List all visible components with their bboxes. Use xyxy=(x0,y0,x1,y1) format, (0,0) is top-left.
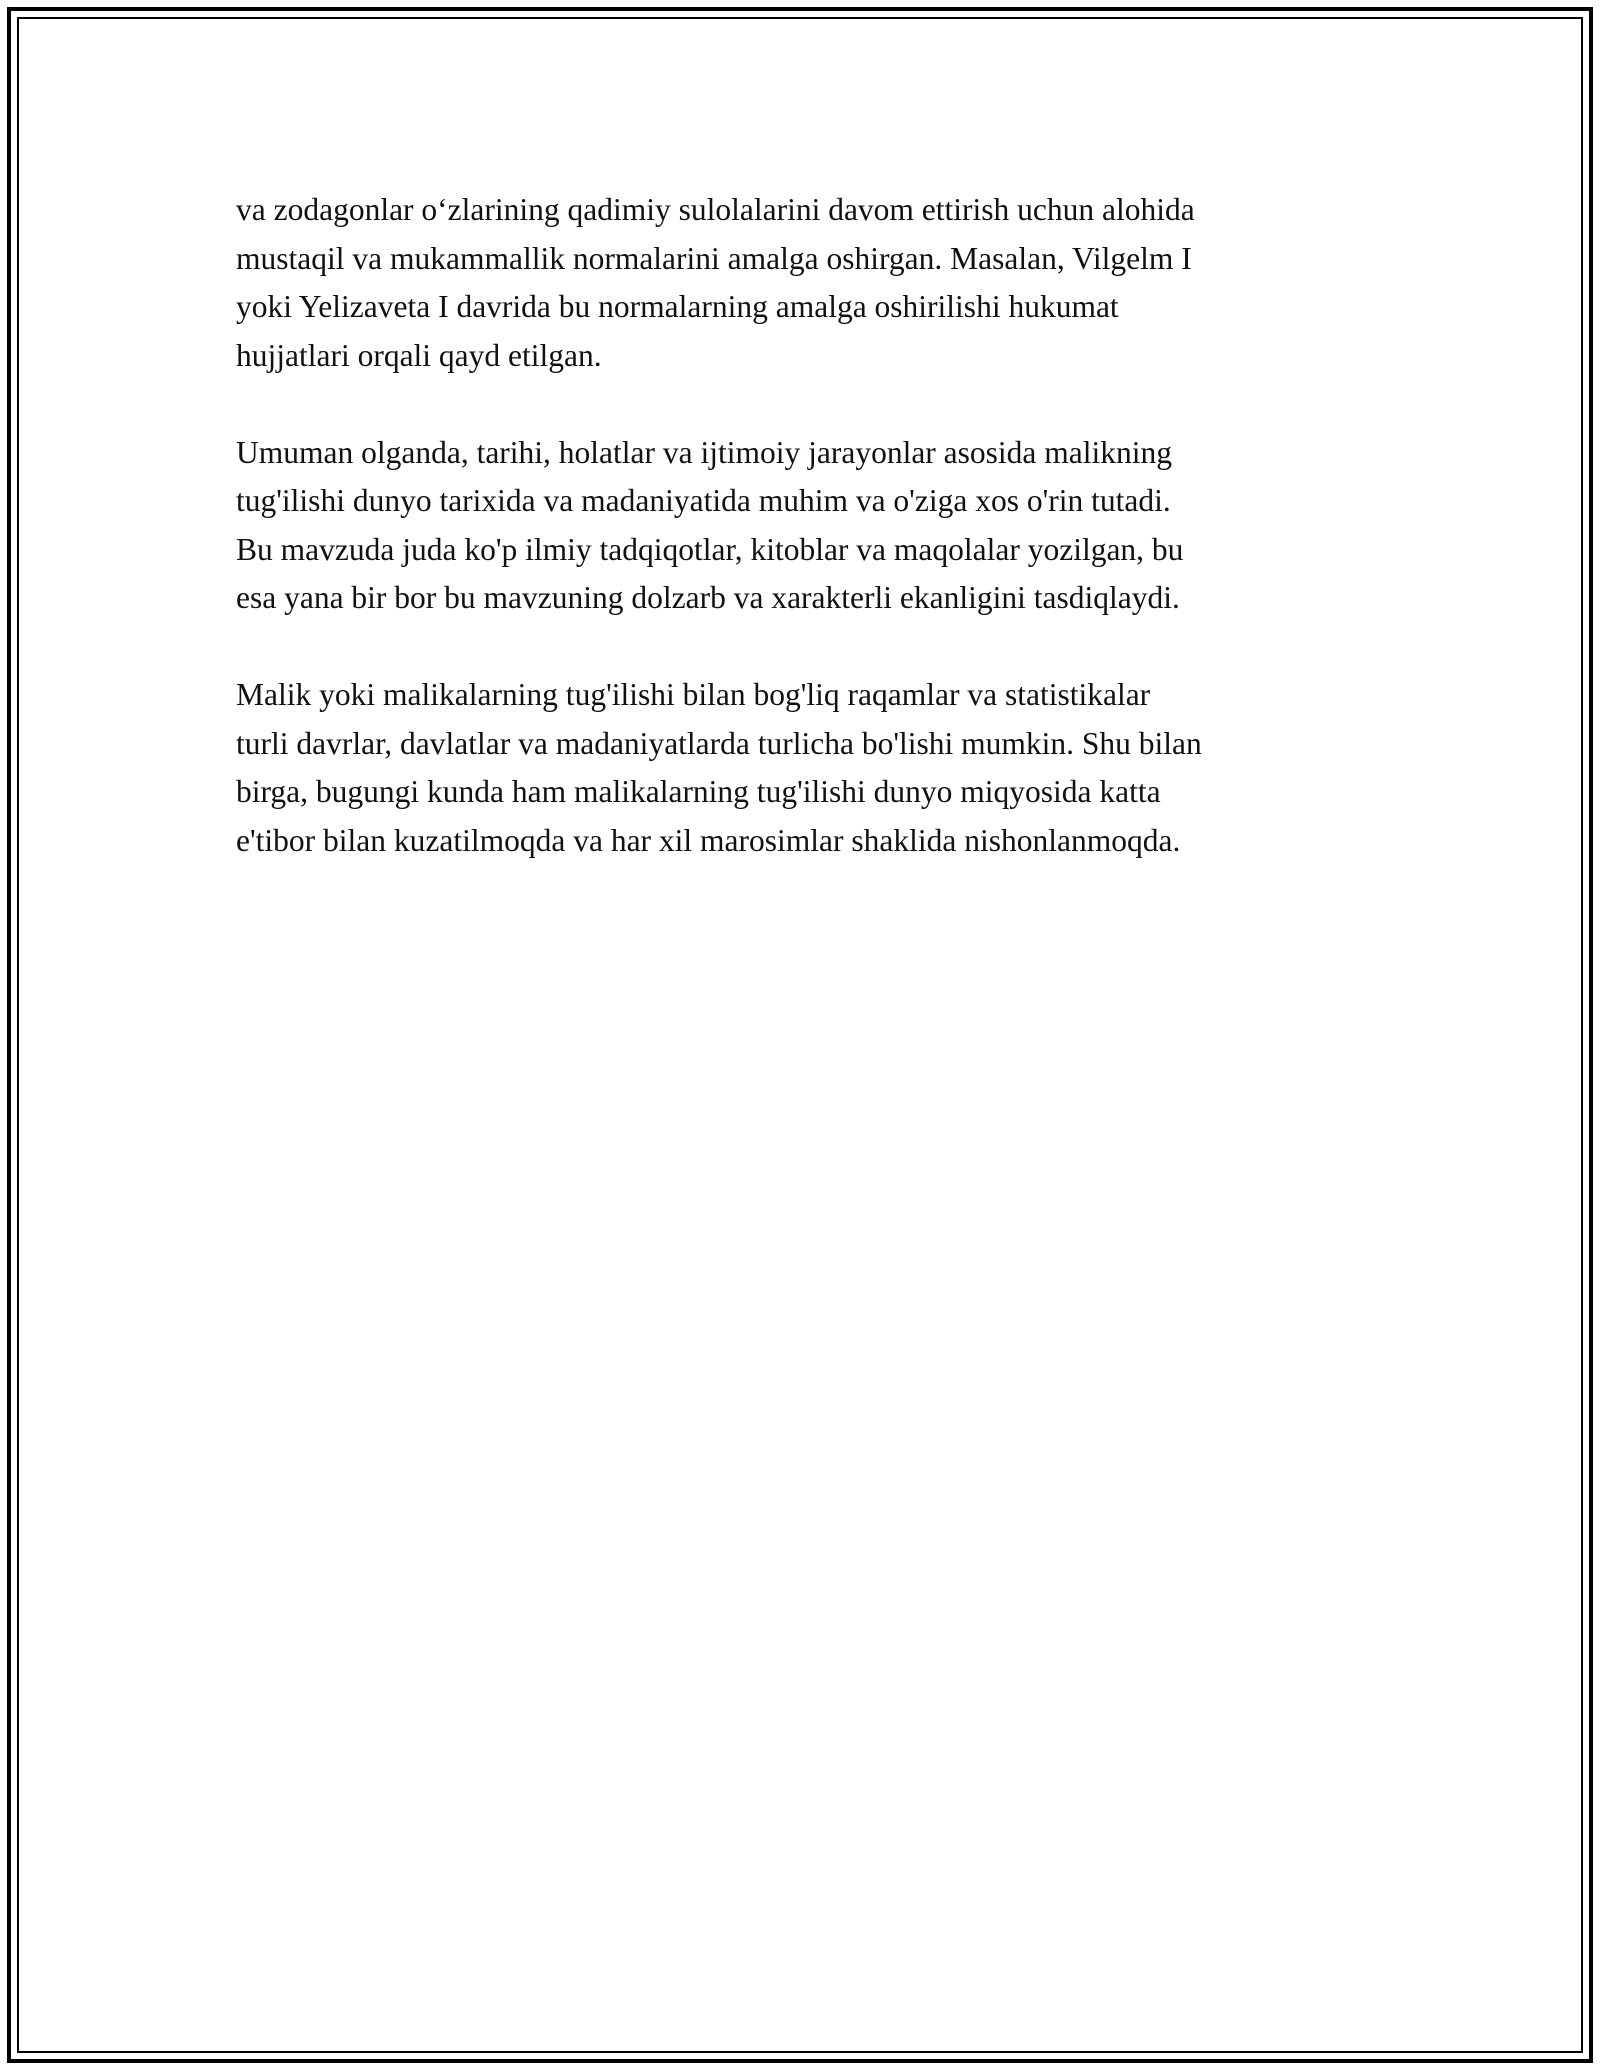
text-line: va zodagonlar o‘zlarining qadimiy sulolalarini davom ettirish uchun alohida xyxy=(236,192,1195,227)
text-line: Malik yoki malikalarning tug'ilishi bilan bog'liq raqamlar va statistikalar xyxy=(236,677,1151,712)
text-line: Bu mavzuda juda ko'p ilmiy tadqiqotlar, kitoblar va maqolalar yozilgan, bu xyxy=(236,531,1184,567)
text-line: mustaqil va mukammallik normalarini amalga oshirgan. Masalan, Vilgelm I xyxy=(236,240,1192,276)
text-line: yoki Yelizaveta I davrida bu normalarning amalga oshirilishi hukumat xyxy=(236,289,1119,324)
paragraph-1 xyxy=(236,186,1386,380)
document-body xyxy=(236,186,1386,914)
text-line: esa yana bir bor bu mavzuning dolzarb va xarakterli ekanligini tasdiqlaydi. xyxy=(236,580,1180,615)
text-line: hujjatlari orqali qayd etilgan. xyxy=(236,337,602,373)
text-line: turli davrlar, davlatlar va madaniyatlarda turlicha bo'lishi mumkin. Shu bilan xyxy=(236,725,1202,761)
text-line: tug'ilishi dunyo tarixida va madaniyatida muhim va o'ziga xos o'rin tutadi. xyxy=(236,483,1171,518)
paragraph-3 xyxy=(236,671,1386,865)
text-line: birga, bugungi kunda ham malikalarning tug'ilishi dunyo miqyosida katta xyxy=(236,774,1161,809)
paragraph-2 xyxy=(236,429,1386,623)
text-line: Umuman olganda, tarihi, holatlar va ijtimoiy jarayonlar asosida malikning xyxy=(236,434,1173,470)
text-line: e'tibor bilan kuzatilmoqda va har xil marosimlar shaklida nishonlanmoqda. xyxy=(236,822,1181,858)
